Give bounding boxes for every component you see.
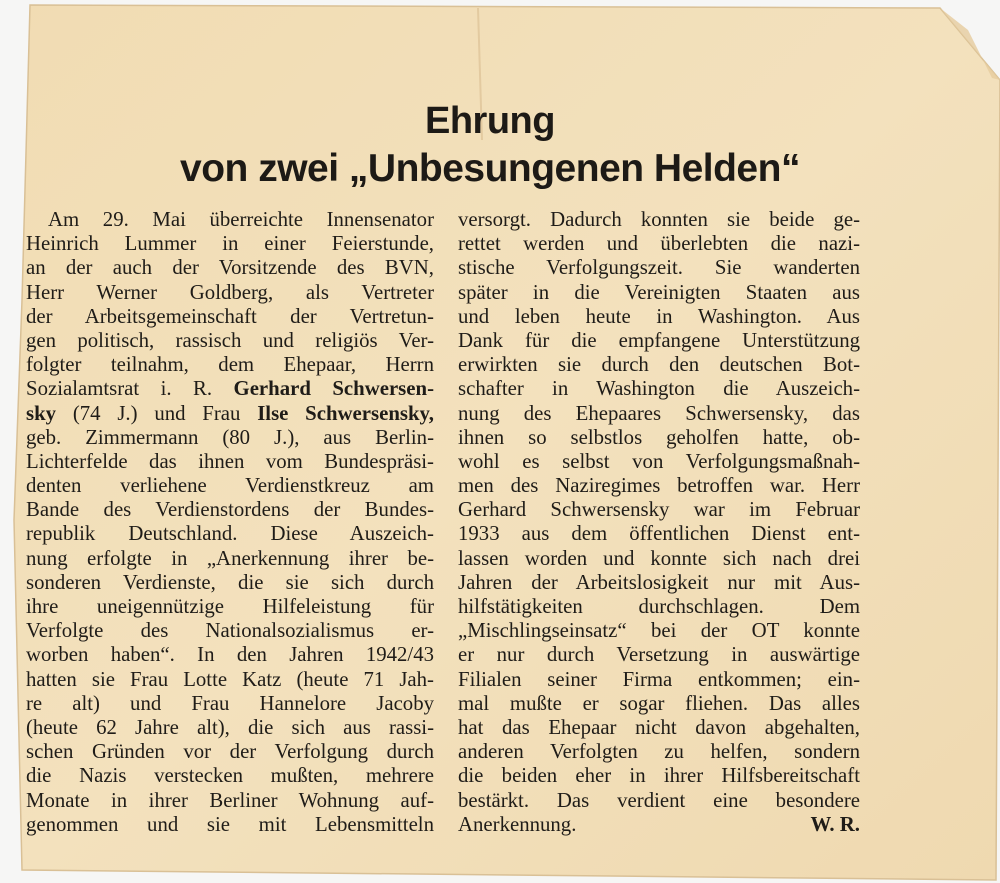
text-line: Bande des Verdienstordens der Bundes- [26,498,434,522]
bold-name: sky [26,401,57,425]
text-line: worben haben“. In den Jahren 1942/43 [26,643,434,667]
article-column-right [458,208,860,837]
text-line: hilfstätigkeiten durchschlagen. Dem [458,595,860,618]
text-line [26,402,434,426]
text-line: mal mußte er sogar fliehen. Das alles [458,691,860,715]
text-line: hat das Ehepaar nicht davon abgehalten, [458,715,860,739]
text-line: ihre uneigennützige Hilfeleistung für [26,595,434,618]
text-line: re alt) und Frau Hannelore Jacoby [26,691,434,715]
text-line: ihnen so selbstlos geholfen hatte, ob- [458,425,860,449]
bold-name: Gerhard Schwersen- [233,377,434,401]
headline-line-1: Ehrung [425,100,555,142]
text-line: die beiden eher in ihrer Hilfsbereitschaft [458,764,860,788]
text-line: republik Deutschland. Diese Auszeich- [26,522,434,546]
bold-name: Ilse Schwersensky, [257,401,435,425]
text-line: folgter teilnahm, dem Ehepaar, Herrn [26,353,434,377]
text-line: Gerhard Schwersensky war im Februar [458,498,860,522]
text-line: anderen Verfolgten zu helfen, sondern [458,740,860,764]
text-line: schen Gründen vor der Verfolgung durch [26,740,434,764]
text-line: men des Naziregimes betroffen war. Herr [458,474,860,498]
text-line: er nur durch Versetzung in auswärtige [458,643,860,667]
text-line: (heute 62 Jahre alt), die sich aus rassi- [26,715,434,739]
text-line: an der auch der Vorsitzende des BVN, [26,256,434,280]
author-signature: W. R. [810,812,860,836]
text-line: denten verliehene Verdienstkreuz am [26,474,434,498]
text-line: später in die Vereinigten Staaten aus [458,280,860,304]
text-fragment: Anerkennung. [458,812,577,836]
text-line: Heinrich Lummer in einer Feierstunde, [26,232,434,256]
text-line: Filialen seiner Firma entkommen; ein- [458,667,860,691]
text-line: genommen und sie mit Lebensmitteln [26,812,434,836]
text-line: Dank für die empfangene Unterstützung [458,328,860,352]
text-line: nung des Ehepaares Schwersensky, das [458,401,860,425]
text-line: wohl es selbst von Verfolgungsmaßnah- [458,449,860,473]
text-line: sonderen Verdienste, die sie sich durch [26,570,434,594]
headline-line-2: von zwei „Unbesungenen Helden“ [180,147,800,190]
text-line: lassen worden und konnte sich nach drei [458,546,860,570]
article-column-left [26,208,434,837]
text-line: die Nazis verstecken mußten, mehrere [26,764,434,788]
text-line: Verfolgte des Nationalsozialismus er- [26,619,434,643]
text-fragment: (74 J.) und Frau [72,401,241,425]
text-line-last [458,813,860,837]
text-line: Herr Werner Goldberg, als Vertreter [26,280,434,304]
text-line: bestärkt. Das verdient eine besondere [458,788,860,812]
text-line: schafter in Washington die Auszeich- [458,377,860,401]
text-line: der Arbeitsgemeinschaft der Vertretun- [26,304,434,328]
text-line: „Mischlingseinsatz“ bei der OT konnte [458,619,860,643]
text-line: Monate in ihrer Berliner Wohnung auf- [26,788,434,812]
text-line: Jahren der Arbeitslosigkeit nur mit Aus- [458,570,860,594]
text-line: hatten sie Frau Lotte Katz (heute 71 Jah- [26,667,434,691]
text-line: gen politisch, rassisch und religiös Ver- [26,328,434,352]
text-fragment: Sozialamtsrat i. R. [26,377,213,401]
text-line: nung erfolgte in „Anerkennung ihrer be- [26,546,434,570]
text-line: stische Verfolgungszeit. Sie wanderten [458,256,860,280]
text-line: Am 29. Mai überreichte Innensenator [48,208,434,231]
text-line: geb. Zimmermann (80 J.), aus Berlin- [26,425,434,449]
text-line: versorgt. Dadurch konnten sie beide ge- [458,208,860,231]
text-line [26,377,434,401]
text-line: rettet werden und überlebten die nazi- [458,232,860,256]
text-line: erwirkten sie durch den deutschen Bot- [458,353,860,377]
text-line: Lichterfelde das ihnen vom Bundespräsi- [26,449,434,473]
text-line: 1933 aus dem öffentlichen Dienst ent- [458,522,860,546]
text-line: und leben heute in Washington. Aus [458,304,860,328]
